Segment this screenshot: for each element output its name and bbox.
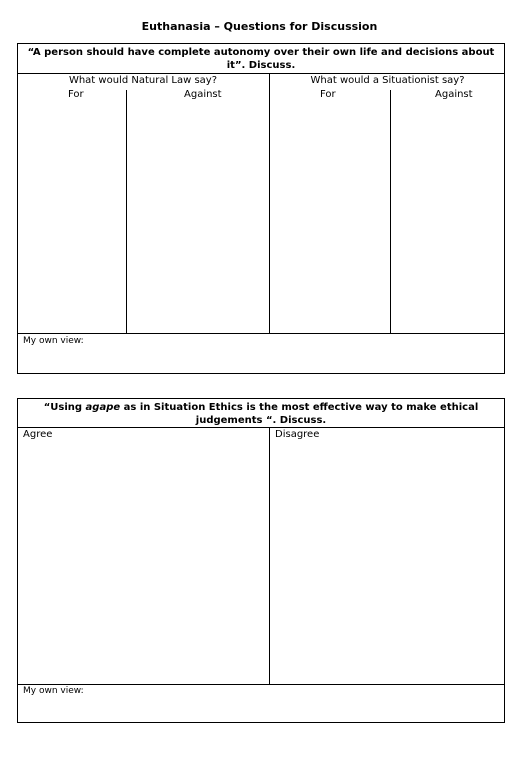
section1-own-view-label: My own view:: [23, 336, 84, 346]
section2-own-view-label: My own view:: [23, 686, 84, 696]
natural-law-for-label: For: [68, 89, 84, 100]
agree-label: Agree: [23, 429, 53, 440]
section1-center-divider: [269, 73, 270, 333]
section1-question-divider: [17, 73, 505, 74]
section1-left-col-divider: [126, 90, 127, 333]
natural-law-heading: What would Natural Law say?: [68, 75, 218, 86]
section2-question-divider: [17, 427, 505, 428]
disagree-label: Disagree: [275, 429, 320, 440]
situationist-for-label: For: [320, 89, 336, 100]
situationist-against-label: Against: [435, 89, 473, 100]
section1-right-col-divider: [390, 90, 391, 333]
section2-question-agape: agape: [85, 402, 121, 413]
situationist-heading: What would a Situationist say?: [310, 75, 465, 86]
section2-center-divider: [269, 427, 270, 684]
section2-question-end: as in Situation Ethics is the most effective way to make ethical judgements “. Discuss.: [120, 402, 479, 426]
section2-table: [17, 398, 505, 723]
section1-table: [17, 43, 505, 374]
section2-view-divider: [17, 684, 505, 685]
section2-question: [22, 401, 500, 427]
natural-law-against-label: Against: [184, 89, 222, 100]
page-title: Euthanasia – Questions for Discussion: [141, 20, 378, 33]
section1-view-divider: [17, 333, 505, 334]
section1-question: “A person should have complete autonomy over their own life and decisions about it”. Discuss.: [27, 47, 495, 71]
section2-question-start: “Using: [43, 402, 86, 413]
